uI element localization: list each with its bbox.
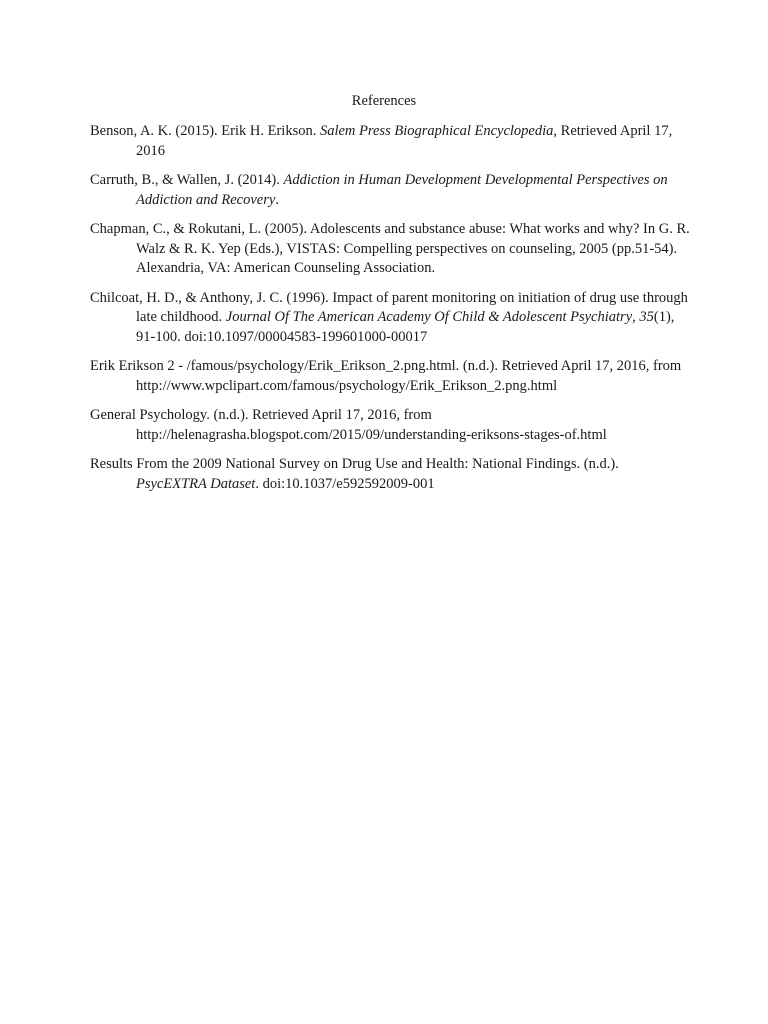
- reference-text: .: [275, 191, 279, 208]
- reference-text: Chilcoat, H. D., & Anthony, J. C. (1996). Impact of parent monitoring on initiation of drug use through late childhood.: [90, 289, 688, 325]
- reference-text: Carruth, B., & Wallen, J. (2014).: [90, 172, 284, 188]
- reference-text: , Retrieved April 17, 2016: [136, 123, 673, 159]
- reference-text: Chapman, C., & Rokutani, L. (2005). Adolescents and substance abuse: What works and why? In G. R. Walz & R. K. Yep (Eds.), VISTAS: Compelling perspectives on counseling, 2005 (pp.51-54). Alexandria, VA: American Counseling Association.: [90, 221, 690, 276]
- reference-entry: [90, 357, 690, 396]
- reference-entry: [90, 406, 690, 445]
- references-heading: References: [351, 93, 417, 109]
- reference-text: . doi:10.1037/e592592009-001: [255, 475, 435, 492]
- reference-text: Benson, A. K. (2015). Erik H. Erikson.: [90, 123, 320, 139]
- reference-entry: [90, 289, 690, 348]
- reference-text: General Psychology. (n.d.). Retrieved April 17, 2016, from http://helenagrasha.blogspot.com/2015/09/understanding-eriksons-stages-of.html: [90, 407, 607, 443]
- reference-entry: [90, 455, 690, 494]
- reference-text: ,: [632, 309, 640, 325]
- reference-italic-text: Salem Press Biographical Encyclopedia: [319, 123, 554, 139]
- reference-italic-text: 35: [639, 309, 654, 325]
- reference-italic-text: Journal Of The American Academy Of Child & Adolescent Psychiatry: [225, 309, 633, 325]
- reference-italic-text: Addiction in Human Development Developmental Perspectives on Addiction and Recovery: [136, 172, 668, 208]
- reference-list: [90, 122, 690, 504]
- reference-text: Results From the 2009 National Survey on Drug Use and Health: National Findings. (n.d.).: [90, 456, 619, 472]
- reference-entry: [90, 220, 690, 279]
- reference-text: Erik Erikson 2 - /famous/psychology/Erik_Erikson_2.png.html. (n.d.). Retrieved April 17, 2016, from http://www.wpclipart.com/famous/psychology/Erik_Erikson_2.png.html: [90, 358, 682, 394]
- reference-entry: [90, 171, 690, 210]
- reference-entry: [90, 122, 690, 161]
- reference-italic-text: PsycEXTRA Dataset: [136, 475, 256, 492]
- reference-text: (1), 91-100. doi:10.1097/00004583-199601000-00017: [136, 309, 675, 345]
